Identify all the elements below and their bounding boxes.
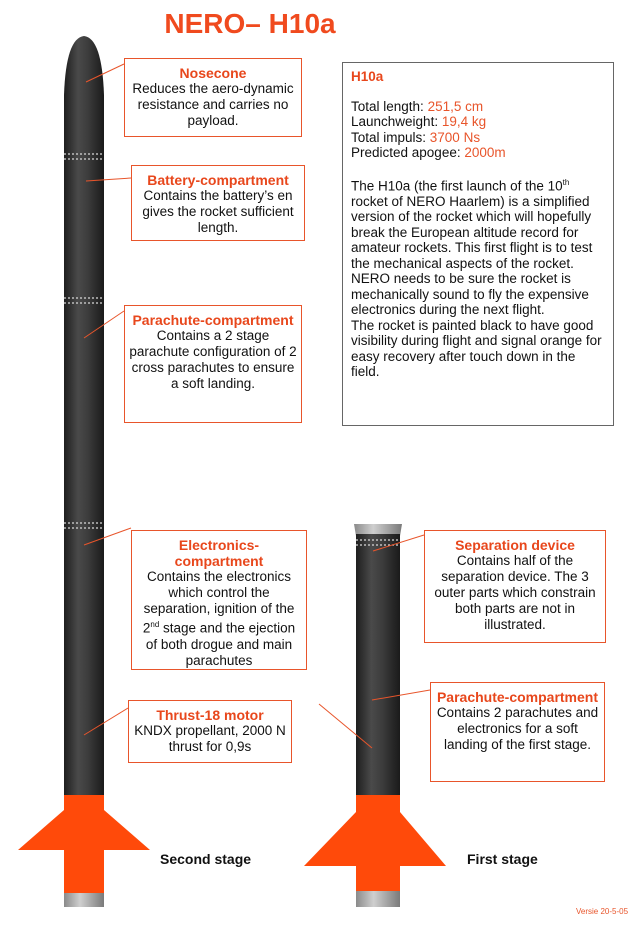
callout-battery-heading: Battery-compartment (147, 172, 289, 188)
callout-parachute-second-stage-text: Contains a 2 stage parachute configuration of 2 cross parachutes to ensure a soft landing. (129, 328, 297, 391)
callout-battery (131, 165, 305, 241)
second-stage-nozzle (64, 893, 104, 907)
info-box (342, 62, 614, 426)
spec-launchweight: Launchweight: 19,4 kg (351, 114, 487, 129)
callout-nosecone-heading: Nosecone (179, 65, 247, 81)
callout-parachute-first-stage-text: Contains 2 parachutes and electronics for a soft landing of the first stage. (436, 705, 599, 752)
callout-separation (424, 530, 606, 643)
nosecone-shape (64, 36, 104, 152)
callout-nosecone (124, 58, 302, 137)
second-stage-body (64, 150, 104, 795)
spec-total-impuls: Total impuls: 3700 Ns (351, 129, 481, 145)
callout-motor-heading: Thrust-18 motor (156, 707, 264, 723)
label-second-stage: Second stage (160, 851, 252, 867)
callout-separation-heading: Separation device (455, 537, 575, 553)
callout-electronics-heading: Electronics-compartment (174, 537, 264, 569)
callout-parachute-second-stage-heading: Parachute-compartment (132, 312, 294, 328)
first-stage-nozzle (356, 891, 400, 907)
callout-parachute-first-stage-heading: Parachute-compartment (436, 689, 599, 705)
label-first-stage: First stage (467, 851, 538, 867)
callout-nosecone-text: Reduces the aero-dynamic resistance and carries no payload. (132, 81, 294, 128)
page-title: NERO– H10a (164, 8, 336, 39)
callout-parachute-second-stage (124, 305, 302, 423)
second-stage-fins (18, 795, 150, 895)
callout-motor (128, 700, 292, 763)
callout-parachute-first-stage (430, 682, 605, 782)
info-heading: H10a (351, 69, 384, 84)
info-description: The H10a (the first launch of the 10th rocket of NERO Haarlem) is a simplified version of the rocket which will hopefully break the European altitude record for amateur rockets. This first flight is to test the mechanical aspects of the rocket. NERO needs to be sure the rocket is mechanically sound to fly the expensive electronics during the next flight. The rocket is painted black to have good visibility during flight and signal orange for easy recovery after touch down in the field. (351, 177, 602, 379)
callout-electronics (131, 530, 307, 670)
callout-battery-text: Contains the battery’s en gives the rocket sufficient length. (142, 188, 294, 235)
version-text: Versie 20-5-05 (576, 907, 629, 916)
callout-separation-text: Contains half of the separation device. The 3 outer parts which constrain both parts are not in illustrated. (434, 553, 596, 632)
first-stage-body (356, 534, 400, 795)
callout-motor-text: KNDX propellant, 2000 N thrust for 0,9s (134, 723, 286, 754)
first-stage-fins (304, 795, 446, 893)
spec-total-length: Total length: 251,5 cm (351, 98, 484, 114)
callout-electronics-text: Contains the electronics which control the separation, ignition of the 2nd stage and the ejection of both drogue and main parachutes (142, 569, 296, 668)
spec-predicted-apogee: Predicted apogee: 2000m (351, 145, 506, 160)
